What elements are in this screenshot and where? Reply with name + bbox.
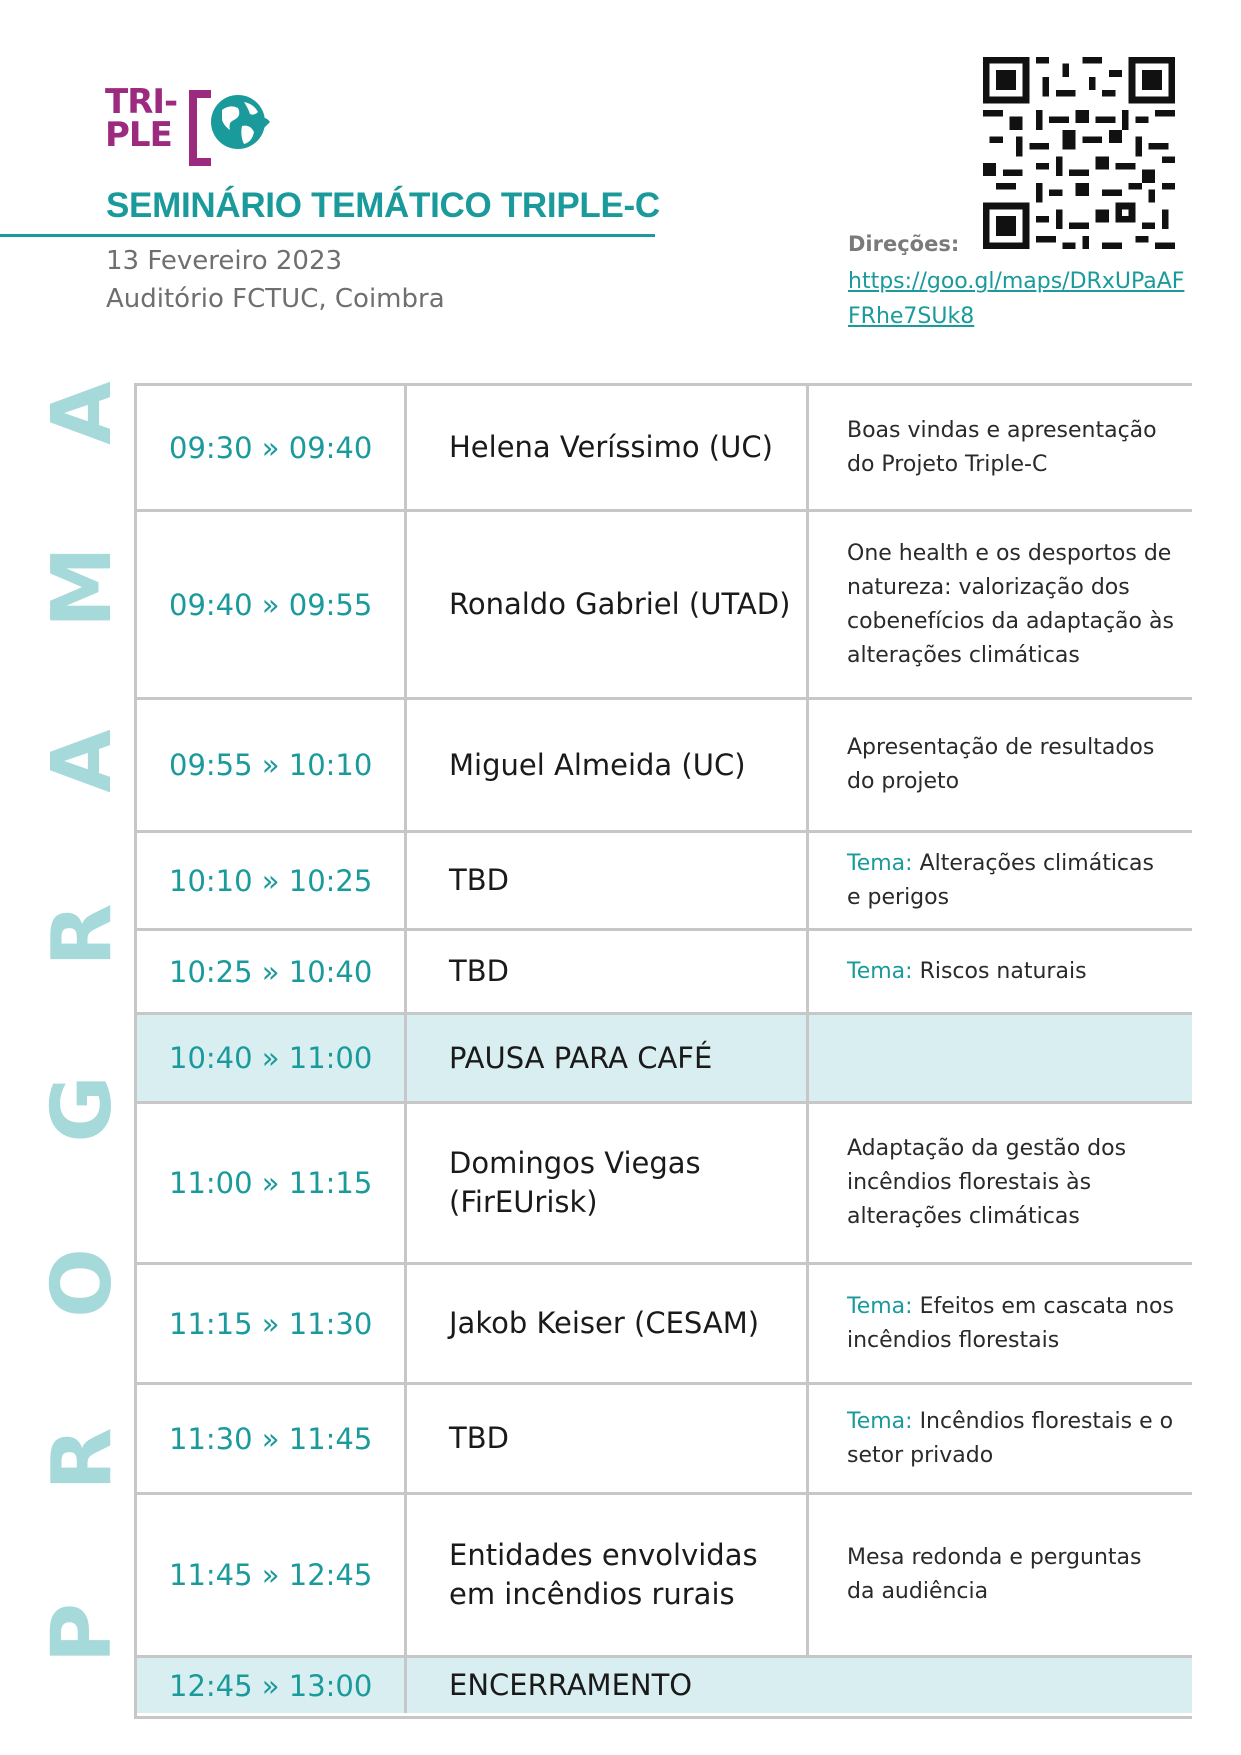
speaker-cell: Domingos Viegas (FirEUrisk)	[407, 1104, 809, 1262]
time-cell: 11:15 » 11:30	[137, 1265, 407, 1382]
table-row	[137, 386, 1192, 512]
topic-text: Alterações climáticas e perigos	[847, 850, 1154, 910]
speaker-cell: Helena Veríssimo (UC)	[407, 386, 809, 509]
qr-code	[983, 57, 1175, 249]
topic-text: Riscos naturais	[919, 958, 1087, 984]
time-cell: 09:30 » 09:40	[137, 386, 407, 509]
time-cell: 12:45 » 13:00	[137, 1658, 407, 1713]
topic-cell	[809, 833, 1192, 928]
side-letter: P	[35, 1602, 130, 1664]
logo-line-1: TRI-	[105, 82, 178, 122]
event-venue: Auditório FCTUC, Coimbra	[106, 284, 445, 314]
speaker-cell: TBD	[407, 1385, 809, 1492]
triple-c-logo	[105, 82, 285, 162]
directions-link[interactable]: https://goo.gl/maps/DRxUPaAFFRhe7SUk8	[848, 269, 1185, 329]
topic-label: Tema:	[847, 1408, 913, 1434]
topic-cell	[809, 1385, 1192, 1492]
topic-text: Efeitos em cascata nos incêndios florestais	[847, 1293, 1174, 1353]
table-row	[137, 931, 1192, 1015]
table-row	[137, 1104, 1192, 1265]
side-letter: A	[35, 381, 130, 445]
time-cell: 09:40 » 09:55	[137, 512, 407, 697]
topic-cell	[809, 700, 1192, 830]
title-underline	[0, 234, 655, 237]
speaker-cell: Ronaldo Gabriel (UTAD)	[407, 512, 809, 697]
speaker-cell: Jakob Keiser (CESAM)	[407, 1265, 809, 1382]
time-cell: 11:00 » 11:15	[137, 1104, 407, 1262]
table-row	[137, 1385, 1192, 1495]
table-row-closing	[137, 1658, 1192, 1713]
topic-cell	[809, 1658, 1192, 1713]
logo-line-2: PLE	[105, 115, 172, 155]
time-cell: 09:55 » 10:10	[137, 700, 407, 830]
topic-cell	[809, 1015, 1192, 1101]
topic-cell	[809, 1104, 1192, 1262]
speaker-cell: TBD	[407, 833, 809, 928]
topic-text: Adaptação da gestão dos incêndios florestais às alterações climáticas	[847, 1136, 1127, 1229]
speaker-cell: Miguel Almeida (UC)	[407, 700, 809, 830]
globe-icon	[208, 92, 272, 152]
topic-cell	[809, 931, 1192, 1012]
topic-text: Incêndios florestais e o setor privado	[847, 1408, 1174, 1468]
speaker-cell: Entidades envolvidas em incêndios rurais	[407, 1495, 809, 1655]
speaker-cell: TBD	[407, 931, 809, 1012]
side-letter: G	[35, 1075, 130, 1143]
table-row	[137, 512, 1192, 700]
side-letter: O	[35, 1248, 130, 1318]
topic-cell	[809, 1495, 1192, 1655]
time-cell: 11:45 » 12:45	[137, 1495, 407, 1655]
speaker-cell: ENCERRAMENTO	[449, 1668, 693, 1702]
topic-label: Tema:	[847, 850, 913, 876]
event-date: 13 Fevereiro 2023	[106, 246, 343, 276]
table-row	[137, 700, 1192, 833]
time-cell: 10:25 » 10:40	[137, 931, 407, 1012]
topic-text: Boas vindas e apresentação do Projeto Triple-C	[847, 417, 1157, 477]
topic-text: One health e os desportos de natureza: valorização dos cobenefícios da adaptação às alterações climáticas	[847, 540, 1174, 668]
table-row-break	[137, 1015, 1192, 1104]
directions-label: Direções:	[848, 232, 960, 256]
topic-cell	[809, 512, 1192, 697]
table-row	[137, 833, 1192, 931]
page-title: SEMINÁRIO TEMÁTICO TRIPLE-C	[106, 186, 660, 225]
side-letter: R	[35, 1427, 130, 1491]
side-letter: M	[35, 546, 130, 628]
speaker-cell: PAUSA PARA CAFÉ	[407, 1015, 809, 1101]
side-title	[35, 381, 130, 1700]
topic-text: Mesa redonda e perguntas da audiência	[847, 1545, 1142, 1604]
time-cell: 11:30 » 11:45	[137, 1385, 407, 1492]
topic-text: Apresentação de resultados do projeto	[847, 735, 1155, 794]
table-row	[137, 1265, 1192, 1385]
side-letter: R	[35, 903, 130, 967]
time-cell: 10:10 » 10:25	[137, 833, 407, 928]
topic-label: Tema:	[847, 1293, 913, 1319]
time-cell: 10:40 » 11:00	[137, 1015, 407, 1101]
topic-cell	[809, 1265, 1192, 1382]
side-letter: A	[35, 729, 130, 793]
topic-cell	[809, 386, 1192, 509]
program-table	[134, 383, 1192, 1719]
topic-label: Tema:	[847, 958, 913, 984]
table-row	[137, 1495, 1192, 1658]
